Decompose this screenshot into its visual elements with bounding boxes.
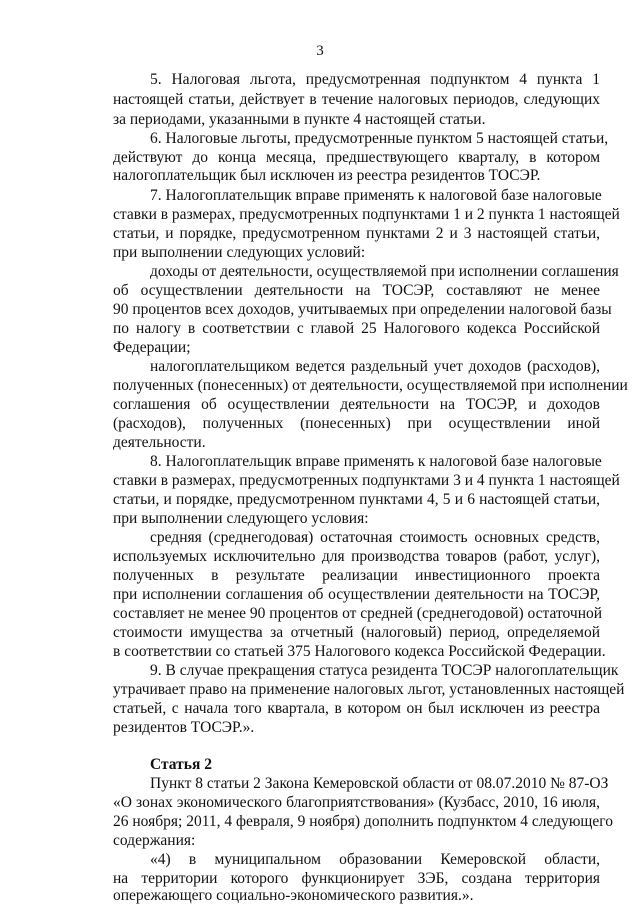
text-line: стоимости имущества за отчетный (налоговый) период, определяемой	[113, 624, 600, 641]
text-line: по налогу в соответствии с главой 25 Налогового кодекса Российской	[113, 320, 600, 337]
text-line: налогоплательщик был исключен из реестра резидентов ТОСЭР.	[113, 167, 541, 184]
text-line: полученных (понесенных) от деятельности, осуществляемой при исполнении	[113, 377, 628, 394]
text-line: Пункт 8 статьи 2 Закона Кемеровской области от 08.07.2010 № 87-ОЗ	[150, 775, 609, 792]
text-line: 9. В случае прекращения статуса резидента ТОСЭР налогоплательщик	[150, 662, 619, 679]
text-line: доходы от деятельности, осуществляемой при исполнении соглашения	[150, 263, 619, 280]
text-line: налогоплательщиком ведется раздельный учет доходов (расходов),	[150, 358, 600, 375]
text-line: утрачивает право на применение налоговых льгот, установленных настоящей	[113, 681, 625, 698]
text-line: средняя (среднегодовая) остаточная стоимость основных средств,	[150, 529, 600, 546]
text-line: 7. Налогоплательщик вправе применять к налоговой базе налоговые	[150, 187, 602, 204]
text-line: об осуществлении деятельности на ТОСЭР, составляют не менее	[113, 282, 600, 299]
text-line: 5. Налоговая льгота, предусмотренная подпунктом 4 пункта 1	[150, 71, 600, 88]
text-line: полученных в результате реализации инвестиционного проекта	[113, 567, 600, 584]
text-line: в соответствии со статьей 375 Налогового кодекса Российской Федерации.	[113, 643, 606, 660]
text-line: статьи, и порядке, предусмотренном пунктами 2 и 3 настоящей статьи,	[113, 225, 600, 242]
article-heading: Статья 2	[150, 756, 212, 773]
text-line: на территории которого функционирует ЗЭБ, создана территория	[113, 870, 600, 887]
text-line: 90 процентов всех доходов, учитываемых при определении налоговой базы	[113, 301, 612, 318]
text-line: действуют до конца месяца, предшествующего кварталу, в котором	[113, 149, 600, 166]
text-line: статьи, и порядке, предусмотренном пунктами 4, 5 и 6 настоящей статьи,	[113, 491, 600, 508]
text-line: деятельности.	[113, 434, 206, 451]
text-line: при выполнении следующего условия:	[113, 510, 369, 527]
text-line: (расходов), полученных (понесенных) при осуществлении иной	[113, 415, 600, 432]
text-line: опережающего социально-экономического развития.».	[113, 887, 474, 904]
text-line: соглашения об осуществлении деятельности на ТОСЭР, и доходов	[113, 396, 600, 413]
text-line: 26 ноября; 2011, 4 февраля, 9 ноября) дополнить подпунктом 4 следующего	[113, 813, 613, 830]
text-line: составляет не менее 90 процентов от средней (среднегодовой) остаточной	[113, 605, 603, 622]
text-line: содержания:	[113, 832, 196, 849]
text-line: 6. Налоговые льготы, предусмотренные пунктом 5 настоящей статьи,	[150, 130, 609, 147]
text-line: настоящей статьи, действует в течение налоговых периодов, следующих	[113, 91, 600, 108]
text-line: резидентов ТОСЭР.».	[113, 719, 255, 736]
text-line: используемых исключительно для производства товаров (работ, услуг),	[113, 548, 600, 565]
text-line: при выполнении следующих условий:	[113, 244, 366, 261]
page-number: 3	[316, 43, 324, 59]
text-line: за периодами, указанными в пункте 4 настоящей статьи.	[113, 111, 486, 128]
text-line: «4) в муниципальном образовании Кемеровской области,	[150, 851, 600, 868]
text-line: ставки в размерах, предусмотренных подпунктами 1 и 2 пункта 1 настоящей	[113, 206, 620, 223]
text-line: «О зонах экономического благоприятствования» (Кузбасс, 2010, 16 июля,	[113, 794, 600, 811]
text-line: 8. Налогоплательщик вправе применять к налоговой базе налоговые	[150, 453, 602, 470]
text-line: статьей, с начала того квартала, в котором он был исключен из реестра	[113, 700, 600, 717]
text-line: при исполнении соглашения об осуществлении деятельности на ТОСЭР,	[113, 586, 600, 603]
text-line: Федерации;	[113, 339, 191, 356]
text-line: ставки в размерах, предусмотренных подпунктами 3 и 4 пункта 1 настоящей	[113, 472, 620, 489]
